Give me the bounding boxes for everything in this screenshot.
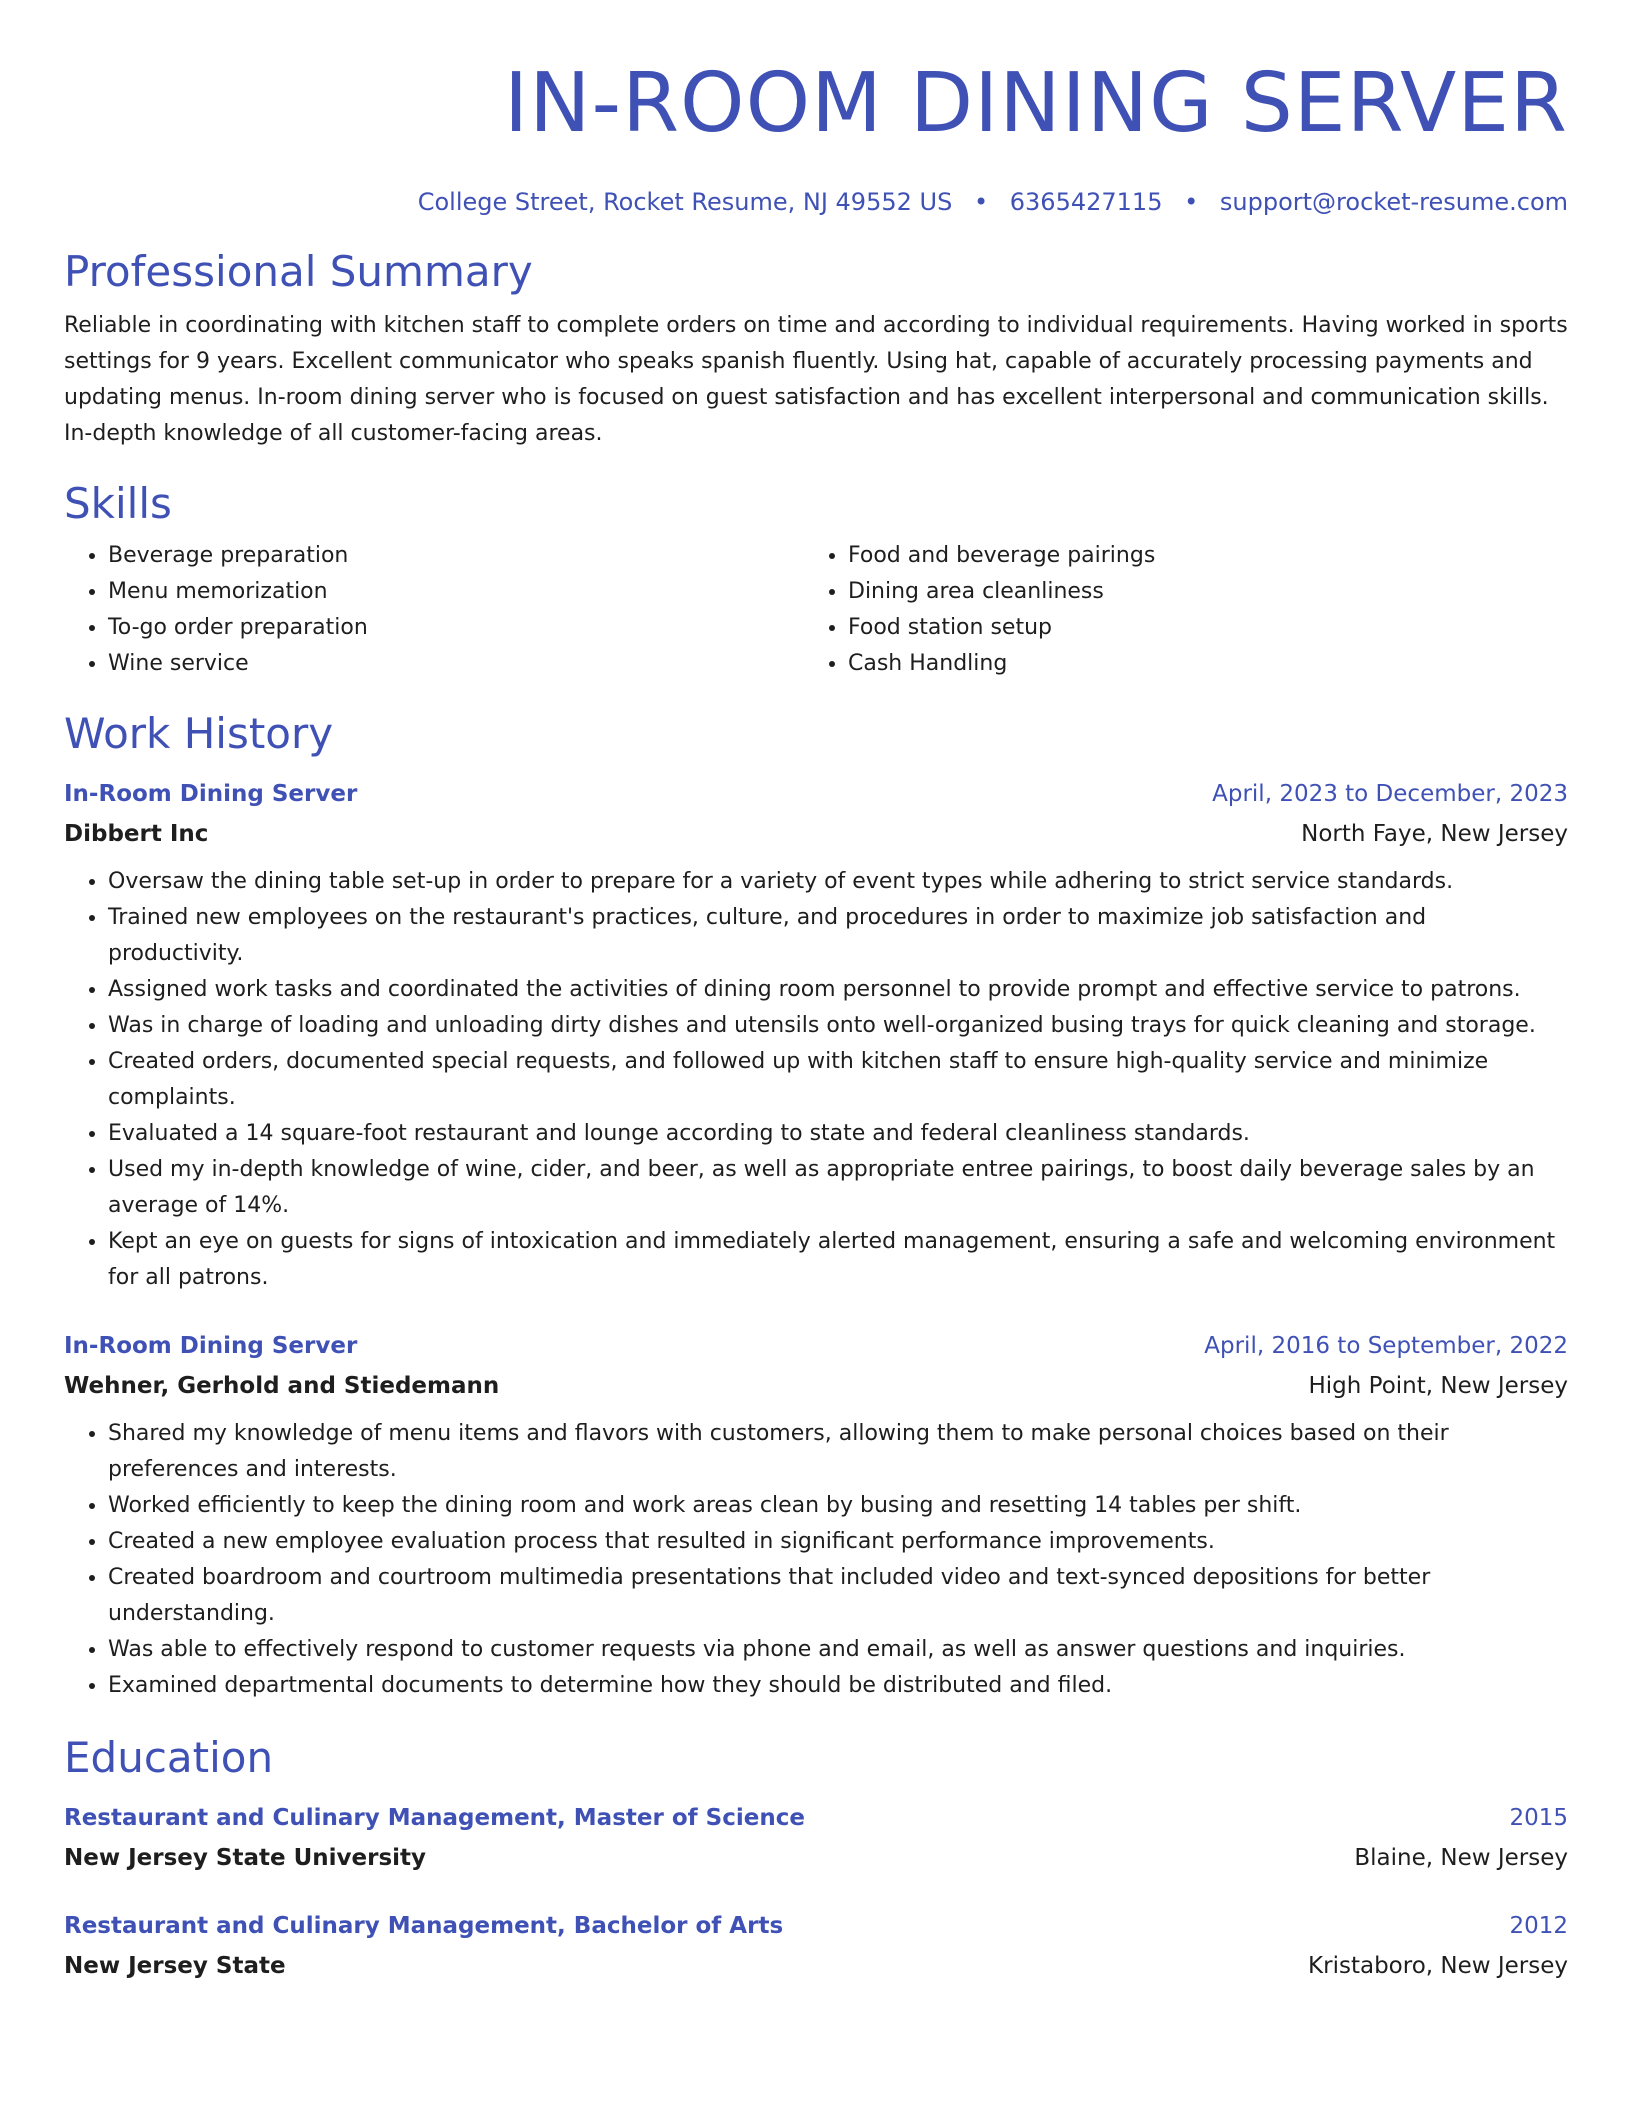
job-bullet: • Was in charge of loading and unloading dirty dishes and utensils onto well-organized busing trays for quick cleaning and storage. <box>108 1008 1568 1044</box>
job-location: North Faye, New Jersey <box>1301 821 1568 847</box>
job-bullet: • Created boardroom and courtroom multimedia presentations that included video and text-synced depositions for better understanding. <box>108 1560 1568 1632</box>
job-bullet: • Trained new employees on the restaurant's practices, culture, and procedures in order to maximize job satisfaction and productivity. <box>108 900 1568 972</box>
contact-address: College Street, Rocket Resume, NJ 49552 US <box>417 188 953 216</box>
job-bullet: • Shared my knowledge of menu items and flavors with customers, allowing them to make personal choices based on their preferences and interests. <box>108 1416 1568 1488</box>
education-heading: Education <box>64 1733 274 1782</box>
job-bullet: • Created orders, documented special requests, and followed up with kitchen staff to ensure high-quality service and minimize complaints. <box>108 1044 1568 1116</box>
job-dates: April, 2016 to September, 2022 <box>1204 1333 1568 1359</box>
education-entry <box>64 1798 1568 1878</box>
job-role: In-Room Dining Server <box>64 781 358 807</box>
job-bullet: • Was able to effectively respond to customer requests via phone and email, as well as answer questions and inquiries. <box>108 1632 1568 1668</box>
summary-heading: Professional Summary <box>64 247 533 296</box>
education-location: Blaine, New Jersey <box>1354 1845 1568 1871</box>
skill-item: • Food station setup <box>848 610 1544 646</box>
resume-title: IN-ROOM DINING SERVER <box>503 56 1568 151</box>
contact-separator: • <box>973 188 989 216</box>
education-degree: Restaurant and Culinary Management, Master of Science <box>64 1805 805 1831</box>
skill-item: • Beverage preparation <box>108 538 804 574</box>
job-bullet: • Oversaw the dining table set-up in order to prepare for a variety of event types while adhering to strict service standards. <box>108 864 1568 900</box>
education-year: 2012 <box>1509 1913 1568 1939</box>
job-bullet: • Examined departmental documents to determine how they should be distributed and filed. <box>108 1668 1568 1704</box>
skill-item: • Cash Handling <box>848 646 1544 682</box>
contact-separator: • <box>1184 188 1199 216</box>
job-bullets <box>64 1416 1568 1704</box>
summary-text: Reliable in coordinating with kitchen staff to complete orders on time and according to individual requirements. Having worked in sports settings for 9 years. Excellent communicator who speaks spanish fluently. Using hat, capable of accurately processing payments and updating menus. In-room dining server who is focused on guest satisfaction and has excellent interpersonal and communication skills. In-depth knowledge of all customer-facing areas. <box>64 313 1568 446</box>
job-bullet: • Assigned work tasks and coordinated the activities of dining room personnel to provide prompt and effective service to patrons. <box>108 972 1568 1008</box>
job-location: High Point, New Jersey <box>1308 1373 1568 1399</box>
skills-column-right <box>804 538 1544 682</box>
job-employer: Wehner, Gerhold and Stiedemann <box>64 1373 500 1399</box>
work-history-heading: Work History <box>64 709 334 758</box>
skill-item: • To-go order preparation <box>108 610 804 646</box>
education-year: 2015 <box>1509 1805 1568 1831</box>
skills-heading: Skills <box>64 479 172 528</box>
contact-email: support@rocket-resume.com <box>1219 188 1568 216</box>
skill-item: • Wine service <box>108 646 804 682</box>
job-entry <box>64 774 1568 1296</box>
job-bullet: • Kept an eye on guests for signs of intoxication and immediately alerted management, ensuring a safe and welcoming environment for all patrons. <box>108 1224 1568 1296</box>
education-school: New Jersey State <box>64 1953 286 1979</box>
job-role: In-Room Dining Server <box>64 1333 358 1359</box>
job-bullet: • Evaluated a 14 square-foot restaurant and lounge according to state and federal cleanliness standards. <box>108 1116 1568 1152</box>
job-bullet: • Used my in-depth knowledge of wine, cider, and beer, as well as appropriate entree pairings, to boost daily beverage sales by an average of 14%. <box>108 1152 1568 1224</box>
education-degree: Restaurant and Culinary Management, Bachelor of Arts <box>64 1913 784 1939</box>
contact-phone: 6365427115 <box>1009 188 1163 216</box>
contact-line <box>64 186 1568 218</box>
job-bullet: • Worked efficiently to keep the dining room and work areas clean by busing and resetting 14 tables per shift. <box>108 1488 1568 1524</box>
job-dates: April, 2023 to December, 2023 <box>1212 781 1568 807</box>
education-school: New Jersey State University <box>64 1845 427 1871</box>
skill-item: • Menu memorization <box>108 574 804 610</box>
skill-item: • Food and beverage pairings <box>848 538 1544 574</box>
job-bullets <box>64 864 1568 1296</box>
job-bullet: • Created a new employee evaluation process that resulted in significant performance improvements. <box>108 1524 1568 1560</box>
skills-column-left <box>64 538 804 682</box>
job-employer: Dibbert Inc <box>64 821 209 847</box>
skill-item: • Dining area cleanliness <box>848 574 1544 610</box>
skills-list <box>64 538 1568 682</box>
education-location: Kristaboro, New Jersey <box>1308 1953 1568 1979</box>
education-entry <box>64 1906 1568 1986</box>
job-entry <box>64 1326 1568 1704</box>
